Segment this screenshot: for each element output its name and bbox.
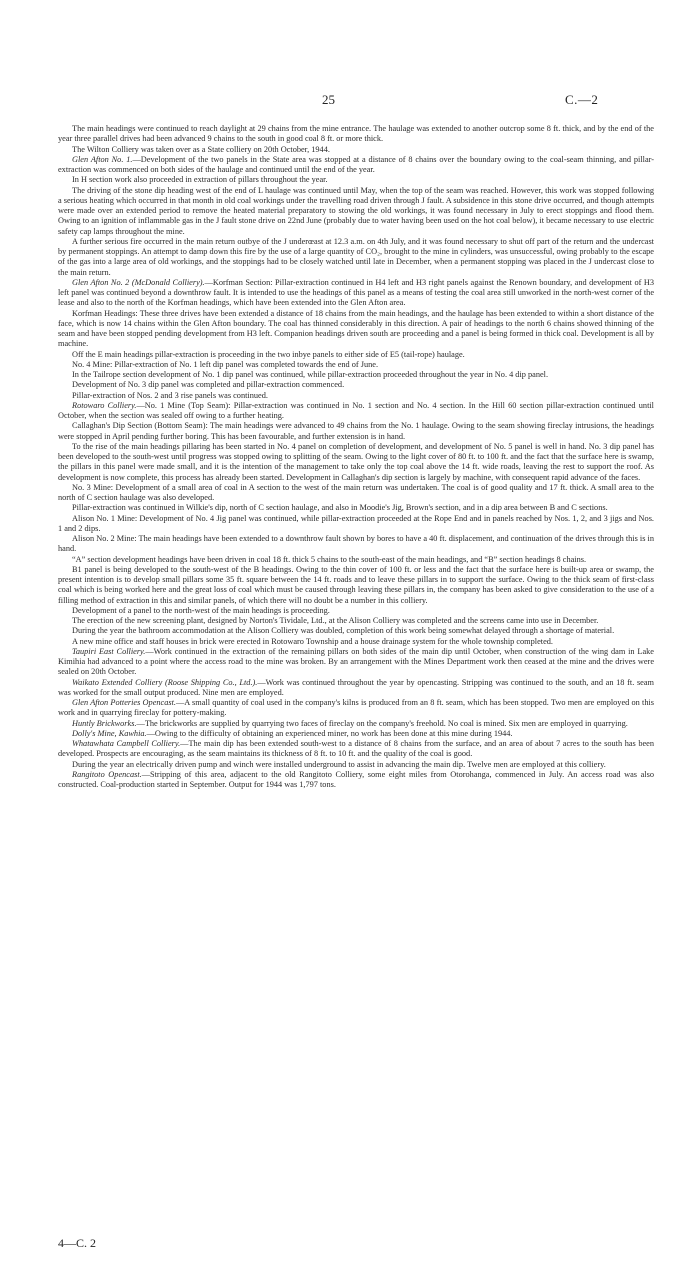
paragraph-lead: Dolly's Mine, Kawhia. (72, 728, 147, 738)
paragraph (58, 391, 654, 401)
paragraph-text: Development of No. 3 dip panel was completed and pillar-extraction commenced. (72, 380, 345, 390)
paragraph-text: The main headings were continued to reach daylight at 29 chains from the mine entrance. The haulage was extended to another outcrop some 8 ft. thick, and by the end of the year three parallel drives had been advanced 9 chains to the south in good coal 8 ft. or more thick. (58, 124, 654, 144)
signature-mark: 4—C. 2 (58, 1236, 97, 1250)
paragraph (58, 370, 654, 380)
paragraph (58, 309, 654, 350)
paragraph-text: In H section work also proceeded in extraction of pillars throughout the year. (72, 175, 328, 185)
paragraph-text: Pillar-extraction of Nos. 2 and 3 rise panels was continued. (72, 390, 268, 400)
paragraph-lead: Huntly Brickworks. (72, 718, 137, 728)
paragraph (58, 739, 654, 760)
paragraph-text: —Work was continued throughout the year by opencasting. Stripping was continued to the south, and an 18 ft. seam was worked for the small output produced. Nine men are employed. (58, 677, 654, 697)
paragraph (58, 442, 654, 483)
paragraph (58, 534, 654, 555)
paragraph-text: No. 3 Mine: Development of a small area of coal in A section to the west of the main return was undertaken. The coal is of good quality and 17 ft. thick. A small area to the north of C section haulage was also developed. (58, 482, 654, 502)
paragraph-text: In the Tailrope section development of No. 1 dip panel was continued, while pillar-extraction proceeded throughout the year in No. 4 dip panel. (72, 370, 549, 379)
paragraph (58, 401, 654, 422)
paragraph (58, 760, 654, 770)
paragraph-text: Development of a panel to the north-west of the main headings is proceeding. (72, 605, 330, 615)
paragraph (58, 155, 654, 176)
body-text (58, 124, 654, 790)
page-number: 25 (322, 92, 335, 107)
paragraph (58, 729, 654, 739)
paragraph-text: —Work continued in the extraction of the remaining pillars on both sides of the main dip until October, when construction of the wing dam in Lake Kimihia had advanced to a point where the access road to the mine was broken. By an arrangement with the Mines Department work then ceased at the mine and the drives were sealed on 20th October. (58, 646, 654, 677)
paragraph-text: To the rise of the main headings pillaring has been started in No. 4 panel on completion of development, and development of No. 5 panel is well in hand. No. 3 dip panel has been developed to the south-west until progress was stopped owing to splitting of the seam. Owing to the light cover of 80 ft. to 100 ft. and the fact that the surface here is swamp, the pillars in this panel were made small, and it is the intention of the management to take only the top coal above the 14 ft. wide roads, leaving the rest to support the roof. As development is now complete, this process has already been started. Development in Callaghan's dip section is largely by machine, with consequent rapid advance of the faces. (58, 441, 654, 482)
paragraph (58, 616, 654, 626)
page-header (0, 92, 700, 110)
paragraph-text: Callaghan's Dip Section (Bottom Seam): The main headings were advanced to 49 chains from the No. 1 haulage. Owing to the seam showing fireclay intrusions, the headings were stopped in April pending further boring. This has been favourable, and further extension is in hand. (58, 421, 654, 441)
paragraph-lead: Rangitoto Opencast. (72, 769, 142, 779)
paragraph (58, 647, 654, 678)
paragraph-text: Pillar-extraction was continued in Wilkie's dip, north of C section haulage, and also in Moodie's Jig, Brown's section, and in a dip area between B and C sections. (72, 503, 608, 513)
paragraph-text: Off the E main headings pillar-extraction is proceeding in the two inbye panels to either side of E5 (tail-rope) haulage. (72, 349, 465, 359)
paragraph-lead: Waikato Extended Colliery (Roose Shipping Co., Ltd.). (72, 677, 258, 687)
paragraph-text: —The main dip has been extended south-west to a distance of 8 chains from the surface, and an area of about 7 acres to the south has been developed. Prospects are encouraging, as the seam maintains its thickness of 8 ft. to 10 ft. and the quality of the coal is good. (58, 739, 654, 759)
paragraph-text: The driving of the stone dip heading west of the end of L haulage was continued until May, when the top of the seam was reached. However, this work was stopped following a serious heating which occurred in that month in old coal workings under the travelling road driven through J fault. A subsidence in this stone drive occurred, and though attempts were made over an extended period to remove the heated material preparatory to stowing the old workings, it was found necessary in July to erect stoppings and flood them. Owing to an ignition of inflammable gas in the J fault stone drive on 22nd June (probably due to water having been used on the hot coal below), it became necessary to use electric safety cap lamps throughout the mine. (58, 185, 654, 236)
paragraph (58, 124, 654, 145)
paragraph-lead: Glen Afton No. 1. (72, 154, 133, 164)
paragraph (58, 350, 654, 360)
paragraph-lead: Glen Afton Potteries Opencast. (72, 698, 176, 707)
paragraph (58, 278, 654, 309)
paragraph (58, 360, 654, 370)
paragraph (58, 483, 654, 504)
paragraph-text: Alison No. 2 Mine: The main headings have been extended to a downthrow fault shown by bores to have a 40 ft. displacement, and continuation of the drives through this is in hand. (58, 534, 654, 554)
paragraph (58, 637, 654, 647)
paragraph-text: —Korfman Section: Pillar-extraction continued in H4 left and H3 right panels against the Renown boundary, and development of H3 left panel was continued beyond a downthrow fault. It is intended to use the headings of this panel as a means of testing the coal area still unworked in the north-west corner of the lease and also to the north of the Korfman headings, which have been extended into the Glen Afton area. (58, 277, 654, 308)
paragraph-text: B1 panel is being developed to the south-west of the B headings. Owing to the thin cover of 100 ft. or less and the fact that the surface here is built-up area or swamp, the present intention is to develop small pillars some 35 ft. square between the 14 ft. roads and to leave these pillars in to support the surface. Owing to the thick seam of first-class coal which is being worked here and the great loss of coal which must be caused through leaving these pillars in, the company has been asked to give consideration to the use of a filling method of extraction in this and similar panels, of which there will no doubt be a number in this colliery. (58, 564, 654, 605)
paragraph (58, 698, 654, 719)
paragraph-text: No. 4 Mine: Pillar-extraction of No. 1 left dip panel was completed towards the end of June. (72, 359, 379, 369)
paragraph-text: “A” section development headings have been driven in coal 18 ft. thick 5 chains to the south-east of the main headings, and “B” section headings 8 chains. (72, 554, 587, 564)
paragraph (58, 770, 654, 791)
paragraph-text: Alison No. 1 Mine: Development of No. 4 Jig panel was continued, while pillar-extraction proceeded at the Rope End and in panels reached by Nos. 1, 2, and 3 jigs and Nos. 1 and 2 dips. (58, 513, 654, 533)
paragraph (58, 514, 654, 535)
paragraph-text: The erection of the new screening plant, designed by Norton's Tividale, Ltd., at the Alison Colliery was completed and the screens came into use in December. (72, 616, 599, 625)
paragraph (58, 719, 654, 729)
paragraph (58, 186, 654, 237)
paragraph-lead: Glen Afton No. 2 (McDonald Colliery). (72, 277, 205, 287)
paragraph-lead: Whatawhata Campbell Colliery. (72, 739, 181, 748)
paragraph (58, 421, 654, 442)
paragraph-text: The Wilton Colliery was taken over as a State colliery on 20th October, 1944. (72, 144, 330, 154)
paragraph-text: A further serious fire occurred in the main return outbye of the J underœast at 12.3 a.m. on 4th July, and it was found necessary to shut off part of the return and the undercast by permanent stoppings. An attempt to damp down this fire by the use of a large quantity of CO₂, brought to the mine in cylinders, was unsuccessful, owing probably to the escape of the gas into a large area of old workings, and the stoppings had to be closely watched until late in December, when a permanent stopping was placed in the J undercast close to the main return. (58, 236, 654, 277)
paragraph (58, 606, 654, 616)
paragraph-text: Korfman Headings: These three drives have been extended a distance of 18 chains from the main headings, and the haulage has been extended to within a short distance of the face, which is now 14 chains within the Glen Afton boundary. The coal has thinned considerably in this direction. A pair of headings to the north 6 chains showed thinning of the seam and have been stopped pending development from H3 left. Companion headings driven south are proceeding and a panel is being formed in thick coal. Development is all by machine. (58, 308, 654, 349)
paragraph-text: —A small quantity of coal used in the company's kilns is produced from an 8 ft. seam, which has been stopped. Two men are employed on this work and in quarrying fireclay for pottery-making. (58, 698, 655, 718)
paragraph (58, 503, 654, 513)
paragraph-text: —Development of the two panels in the State area was stopped at a distance of 8 chains over the boundary owing to the coal-seam thinning, and pillar-extraction was commenced on both sides of the haulage and continued until the end of the year. (58, 154, 655, 174)
paragraph-text: During the year the bathroom accommodation at the Alison Colliery was doubled, completion of this work being somewhat delayed through a shortage of material. (72, 626, 615, 636)
paragraph-text: A new mine office and staff houses in brick were erected in Rotowaro Township and a house drainage system for the whole township completed. (72, 636, 553, 646)
paragraph (58, 145, 654, 155)
paragraph-lead: Taupiri East Colliery. (72, 646, 146, 656)
paragraph (58, 565, 654, 606)
paragraph (58, 237, 654, 278)
paragraph-text: —No. 1 Mine (Top Seam): Pillar-extraction was continued in No. 1 section and No. 4 section. In the Hill 60 section pillar-extraction continued until October, when the section was sealed off owing to a further heating. (58, 400, 654, 420)
section-code: C.—2 (565, 92, 599, 107)
paragraph (58, 626, 654, 636)
paragraph-text: —The brickworks are supplied by quarrying two faces of fireclay on the company's freehold. No coal is mined. Six men are employed in quarrying. (136, 718, 628, 728)
paragraph (58, 380, 654, 390)
paragraph-text: —Owing to the difficulty of obtaining an experienced miner, no work has been done at this mine during 1944. (146, 728, 513, 738)
paragraph (58, 175, 654, 185)
paragraph (58, 678, 654, 699)
paragraph-text: During the year an electrically driven pump and winch were installed underground to assist in advancing the main dip. Twelve men are employed at this colliery. (72, 759, 606, 769)
paragraph-lead: Rotowaro Colliery. (72, 400, 137, 410)
paragraph (58, 555, 654, 565)
paragraph-text: —Stripping of this area, adjacent to the old Rangitoto Colliery, some eight miles from Otorohanga, commenced in July. An access road was also constructed. Coal-production started in September. Output for 1944 was 1,797 tons. (58, 769, 654, 789)
